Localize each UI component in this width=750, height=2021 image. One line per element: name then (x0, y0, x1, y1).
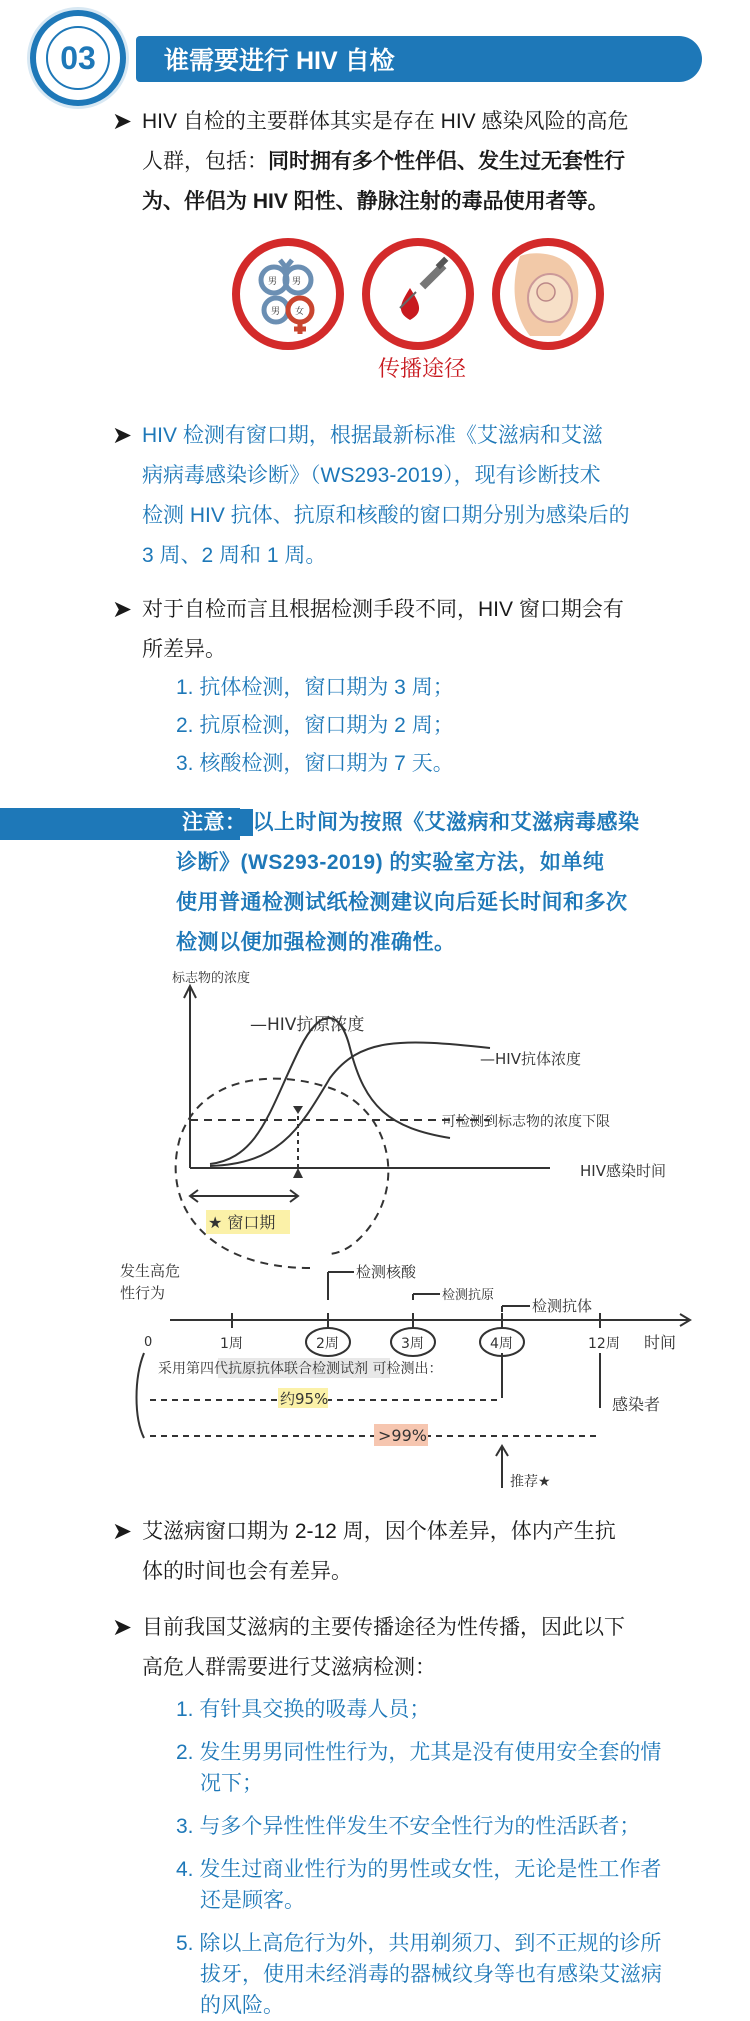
list-item: 2. 抗原检测，窗口期为 2 周； (176, 714, 454, 737)
bullet-self-test-population (112, 102, 712, 222)
bullet3-line: 所差异。 (142, 638, 226, 661)
bullet1-line2-plain: 人群，包括： (142, 150, 268, 173)
sign-label: 男 (268, 276, 278, 286)
list-item (176, 1854, 716, 1916)
note-line: 使用普通检测试纸检测建议向后延长时间和多次 (176, 891, 628, 914)
list-item (176, 1694, 716, 1725)
list-item (176, 1811, 716, 1842)
antibody-curve-label: —HIV抗体浓度 (480, 1050, 581, 1068)
high-risk-event-label: 发生高危 (120, 1262, 181, 1280)
note-block (176, 803, 716, 963)
week-tick-label: 1周 (220, 1336, 243, 1352)
detect-antibody-label: 检测抗体 (532, 1297, 593, 1315)
section-title: 谁需要进行 HIV 自检 (136, 36, 702, 82)
arrow-bullet-icon: ➤ (112, 422, 133, 449)
bullet-high-risk-groups (112, 1608, 712, 1688)
bullet5-line: 高危人群需要进行艾滋病检测： (142, 1656, 436, 1679)
arrow-bullet-icon: ➤ (112, 1614, 133, 1641)
week-tick-label: 4周 (490, 1336, 513, 1352)
timeline-axis-label: 时间 (644, 1333, 677, 1352)
bullet2-line: 3 周、2 周和 1 周。 (142, 544, 327, 567)
week-tick-label: 3周 (401, 1336, 424, 1352)
mother-to-child-transmission-icon (492, 238, 604, 350)
bullet4-line: 艾滋病窗口期为 2-12 周，因个体差异，体内产生抗 (142, 1520, 616, 1543)
threshold-label: 可检测到标志物的浓度下限 (442, 1114, 610, 1130)
sign-label: 女 (295, 306, 305, 316)
list-item: 1. 抗体检测，窗口期为 3 周； (176, 676, 454, 699)
detect-antigen-label: 检测抗原 (442, 1288, 495, 1303)
bullet1-line3: 为、伴侣为 HIV 阳性、静脉注射的毒品使用者等。 (142, 190, 609, 213)
list-item-line: 拔牙，使用未经消毒的器械纹身等也有感染艾滋病 (200, 1963, 662, 1986)
y-axis-label: 标志物的浓度 (172, 971, 251, 986)
arrow-bullet-icon: ➤ (112, 108, 133, 135)
list-item (176, 1928, 716, 2021)
bullet4-line: 体的时间也会有差异。 (142, 1560, 352, 1583)
high-risk-list (176, 1694, 716, 2021)
window-marker-icon (293, 1106, 303, 1114)
bullet2-line: 检测 HIV 抗体、抗原和核酸的窗口期分别为感染后的 (142, 504, 630, 527)
bullet2-line: HIV 检测有窗口期，根据最新标准《艾滋病和艾滋 (142, 424, 603, 447)
section-number: 03 (46, 26, 110, 90)
bullet1-line1: HIV 自检的主要群体其实是存在 HIV 感染风险的高危 (142, 110, 629, 133)
note-line: 以上时间为按照《艾滋病和艾滋病毒感染 (252, 811, 640, 834)
window-period-label: ★ 窗口期 (208, 1213, 276, 1232)
list-item-line: 况下； (200, 1772, 263, 1795)
section-number-badge (30, 10, 126, 106)
recommend-label: 推荐★ (510, 1474, 551, 1490)
pct-95-label: 约95% (280, 1390, 329, 1408)
antigen-curve-label: —HIV抗原浓度 (250, 1015, 365, 1035)
bullet-self-test-window (112, 590, 712, 670)
week-tick-label: 12周 (588, 1336, 620, 1352)
timeline-zero-label: 0 (144, 1335, 153, 1350)
list-item: 3. 核酸检测，窗口期为 7 天。 (176, 752, 454, 775)
sign-label: 男 (271, 306, 281, 316)
list-item-line: 5. 除以上高危行为外，共用剃须刀、到不正规的诊所 (176, 1932, 662, 1955)
blood-transmission-icon (362, 238, 474, 350)
bullet-window-range (112, 1512, 712, 1592)
list-item-line: 1. 有针具交换的吸毒人员； (176, 1698, 431, 1721)
bullet1-line2 (142, 142, 712, 182)
sexual-transmission-icon (232, 238, 344, 350)
list-item-line: 3. 与多个异性性伴发生不安全性行为的性活跃者； (176, 1815, 641, 1838)
window-period-diagram (120, 968, 710, 1501)
arrow-bullet-icon: ➤ (112, 596, 133, 623)
list-item (176, 1737, 716, 1799)
note-line: 检测以便加强检测的准确性。 (176, 931, 456, 954)
week-tick-label: 2周 (316, 1336, 339, 1352)
detect-nucleic-label: 检测核酸 (356, 1263, 417, 1281)
bullet2-line: 病病毒感染诊断》（WS293-2019），现有诊断技术 (142, 464, 601, 487)
x-axis-label: HIV感染时间 (580, 1162, 666, 1180)
bullet1-line2-bold: 同时拥有多个性伴侣、发生过无套性行 (268, 150, 625, 173)
note-line: 诊断》(WS293-2019) 的实验室方法，如单纯 (176, 851, 605, 874)
list-item-line: 还是顾客。 (200, 1889, 305, 1912)
list-item-line: 2. 发生男男同性性行为，尤其是没有使用安全套的情 (176, 1741, 662, 1764)
list-item-line: 4. 发生过商业性行为的男性或女性，无论是性工作者 (176, 1858, 662, 1881)
fourth-gen-label: 采用第四代抗原抗体联合检测试剂 可检测出： (158, 1361, 443, 1377)
note-label: 注意： (176, 809, 253, 836)
arrow-bullet-icon: ➤ (112, 1518, 133, 1545)
list-item-line: 的风险。 (200, 1994, 284, 2017)
window-period-list (176, 672, 716, 786)
sign-label: 男 (292, 276, 302, 286)
bullet-window-period-standard (112, 416, 712, 576)
pct-99-label: >99% (378, 1426, 427, 1445)
infected-label: 感染者 (612, 1395, 661, 1414)
window-marker-icon (293, 1168, 303, 1178)
transmission-caption: 传播途径 (377, 357, 466, 382)
bullet3-line: 对于自检而言且根据检测手段不同，HIV 窗口期会有 (142, 598, 624, 621)
high-risk-event-label: 性行为 (120, 1284, 166, 1302)
bullet5-line: 目前我国艾滋病的主要传播途径为性传播，因此以下 (142, 1616, 625, 1639)
